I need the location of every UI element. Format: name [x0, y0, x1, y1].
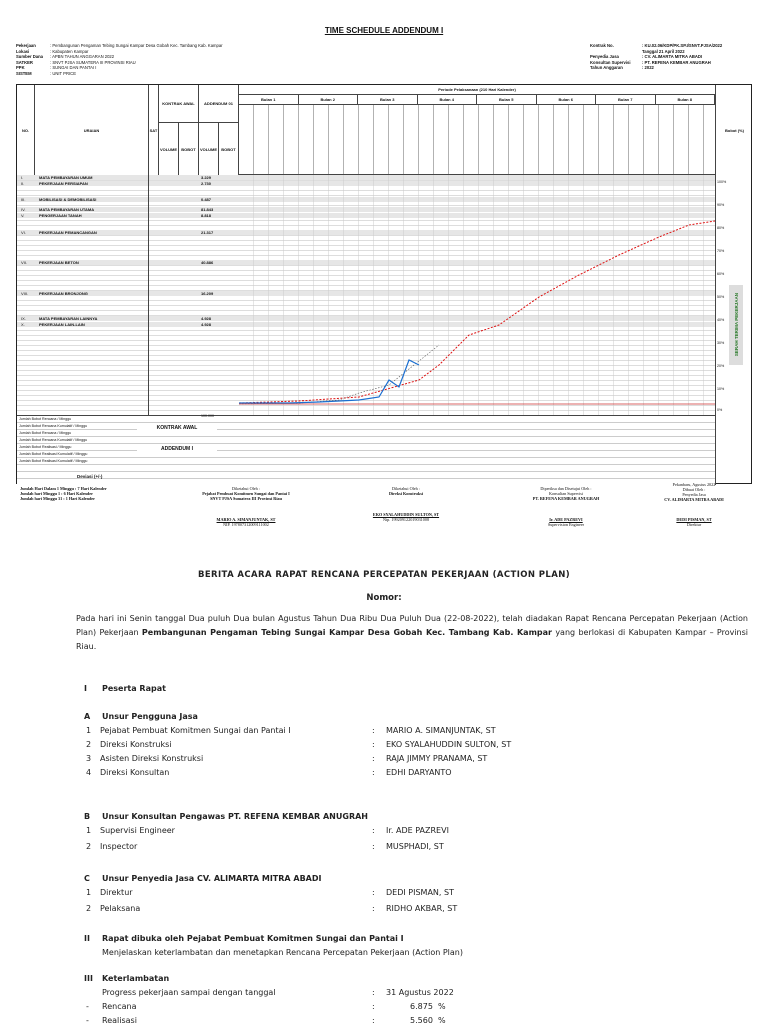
berita-acara	[0, 560, 768, 1024]
section-label: PEKERJAAN PEMANCANGAN	[39, 230, 97, 235]
rencana-label: Rencana	[102, 1002, 137, 1011]
item-role: Supervisi Engineer	[100, 826, 175, 835]
info-value: : 2022	[642, 65, 654, 71]
note: Jumlah Hari Dalam 1 Minggu : 7 Hari Kalender	[20, 486, 107, 491]
pct-label: 10%	[717, 387, 725, 391]
sec3-date: 31 Agustus 2022	[386, 988, 454, 997]
info-key: Penyedia Jasa	[590, 54, 619, 60]
note: Jumlah hari Minggu 31 : 1 Hari Kalender	[20, 496, 96, 501]
bobot-header: Bobot (%)	[725, 127, 744, 133]
month-header: Bulan 8	[656, 95, 716, 104]
item-num: 3	[86, 754, 92, 763]
colon: :	[372, 1002, 375, 1011]
period-title: Periode Pelaksanaan (210 Hari Kalender)	[239, 85, 715, 95]
section-bobot: 3.229	[201, 175, 212, 180]
schedule-title: TIME SCHEDULE ADDENDUM I	[324, 26, 444, 35]
actual-curve	[239, 360, 419, 403]
item-role: Pelaksana	[100, 904, 141, 913]
secC-title: Unsur Penyedia Jasa CV. ALIMARTA MITRA ABADI	[102, 874, 322, 883]
info-key: Pekerjaan	[16, 43, 36, 48]
addendum-summary: ADDENDUM I	[137, 446, 217, 452]
sig-org: Dibuat Oleh :	[682, 487, 706, 492]
item-role: Inspector	[100, 842, 138, 851]
header-uraian: URAIAN	[35, 85, 149, 175]
month-header: Bulan 4	[418, 95, 478, 104]
ba-intro	[76, 612, 748, 654]
secA-title: Unsur Pengguna Jasa	[102, 712, 198, 721]
intro-project: Pembangunan Pengaman Tebing Sungai Kampar Desa Gobah Kec. Tambang Kab. Kampar	[141, 628, 552, 637]
pct-label: 40%	[717, 318, 725, 322]
secB-letter: B	[84, 812, 91, 821]
intro-text-end: yang berlokasi di Kabupaten Kampar – Provinsi Riau.	[76, 628, 749, 651]
info-value: : APBN TAHUN ANGGARAN 2022	[50, 54, 115, 60]
section-label: MATA PEMBAYARAN UMUM	[39, 175, 93, 180]
deviasi-label: Deviasi (+/-)	[77, 474, 103, 479]
header-sat: SAT	[149, 85, 159, 175]
item-column	[35, 175, 149, 415]
section-bobot: 8.818	[201, 213, 212, 218]
sec2-body: Menjelaskan keterlambatan dan menetapkan Rencana Percepatan Pekerjaan (Action Plan)	[102, 948, 463, 957]
secA-list: 1 Pejabat Pembuat Komitmen Sungai dan Pantai I : MARIO A. SIMANJUNTAK, ST 2 Direksi Konstruksi : EKO SYALAHUDDIN SULTON, ST 3 Asisten Direksi Konstruksi : RAJA JIMMY PRANAMA, ST 4 Direksi Konsultan : EDHI DARYANTO	[86, 726, 512, 777]
section-no: IV.	[21, 207, 26, 212]
schedule-footer	[16, 482, 752, 527]
baseline-curve	[239, 345, 439, 404]
pct-label: 50%	[717, 295, 725, 299]
info-key: Kontrak No.	[590, 43, 614, 48]
item-name: MUSPHADI, ST	[386, 842, 444, 851]
pct-sign: %	[438, 1016, 446, 1024]
summary-rows	[17, 415, 715, 485]
dash: -	[86, 1016, 89, 1024]
s-curve	[239, 175, 715, 415]
item-name: RAJA JIMMY PRANAMA, ST	[386, 754, 488, 763]
sig-id: NIP. 197807312009111002	[223, 522, 269, 527]
dash: -	[86, 1002, 89, 1011]
item-num: 1	[86, 726, 92, 735]
sec1-title: Peserta Rapat	[102, 684, 166, 693]
section-no: VIII.	[21, 291, 29, 296]
pct-label: 60%	[717, 272, 725, 276]
section-label: MATA PEMBAYARAN LAINNYA	[39, 316, 98, 321]
header-no: NO.	[17, 85, 35, 175]
section-label: PEKERJAAN PERSIAPAN	[39, 181, 88, 186]
schedule-table	[16, 84, 752, 484]
sec1-num: I	[84, 684, 87, 693]
summary-label: Jumlah Bobot Rencana / Minggu	[19, 431, 72, 435]
item-num: 4	[86, 768, 92, 777]
info-value: : PT. REFENA KEMBAR ANUGRAH	[642, 59, 711, 65]
info-value: : Pembangunan Pengaman Tebing Sungai Kampar Desa Gobah Kec. Tambang Kab. Kampar	[50, 43, 223, 48]
sig-top: Diperiksa dan Disetujui Oleh :	[540, 486, 592, 491]
section-bobot: 21.317	[201, 230, 214, 235]
pct-label: 90%	[717, 203, 725, 207]
sig-name: DEDI PISMAN, ST	[676, 517, 712, 522]
sig-top: Diketahui Oleh :	[392, 486, 420, 491]
week-header-grid	[239, 105, 715, 175]
info-key: Lokasi	[16, 48, 30, 54]
sig-org: Pejabat Pembuat Komitmen Sungai dan Pantai I	[202, 491, 290, 496]
pct-label: 80%	[717, 226, 725, 230]
item-role: Asisten Direksi Konstruksi	[100, 754, 204, 763]
ba-title: BERITA ACARA RAPAT RENCANA PERCEPATAN PEKERJAAN (ACTION PLAN)	[197, 570, 571, 580]
volume-label: VOLUME	[199, 123, 219, 175]
summary-label: Jumlah Bobot Realisasi Kumulatif / Minggu	[19, 459, 88, 463]
item-num: 2	[86, 904, 92, 913]
section-no: VII.	[21, 260, 28, 265]
item-role: Direksi Konsultan	[100, 768, 170, 777]
note: Jumlah hari Minggu 1 : 6 Hari Kalender	[20, 491, 93, 496]
rencana-value: 6.875	[410, 1002, 433, 1011]
month-header: Bulan 5	[477, 95, 537, 104]
item-role: Pejabat Pembuat Komitmen Sungai dan Pantai I	[100, 726, 291, 735]
summary-label: Jumlah Bobot Rencana Kumulatif / Minggu	[19, 424, 88, 428]
section-bobot: 40.886	[201, 260, 214, 265]
section-label: PEKERJAAN BETON	[39, 260, 79, 265]
kontrak-awal-summary: KONTRAK AWAL	[137, 425, 217, 431]
time-schedule	[16, 26, 752, 527]
item-name: DEDI PISMAN, ST	[386, 888, 454, 897]
section-bobot: 2.730	[201, 181, 212, 186]
sig-org: Konsultan Supervisi	[548, 491, 584, 496]
section-no: I.	[21, 175, 24, 180]
info-value: : SUNGAI DAN PANTAI I	[50, 65, 97, 71]
header-kontrak-awal	[159, 85, 199, 175]
section-bobot: 16.209	[201, 291, 214, 296]
secC-letter: C	[84, 874, 90, 883]
month-header: Bulan 7	[596, 95, 656, 104]
colon: :	[372, 988, 375, 997]
month-header: Bulan 3	[358, 95, 418, 104]
item-num: 2	[86, 740, 92, 749]
secA-letter: A	[84, 712, 91, 721]
info-value: : UNIT PRICE	[50, 70, 76, 76]
section-label: PENGERJAAN TANAH	[39, 213, 82, 218]
section-label: PEKERJAAN LAIN-LAIN	[39, 322, 85, 327]
sig-org2: Penyedia Jasa	[682, 492, 706, 497]
serah-terima-label: SERAH TERIMA PEKERJAAN	[729, 285, 743, 365]
sig-name: MARIO A. SIMANJUNTAK, ST	[216, 517, 276, 522]
bobot-label: BOBOT	[221, 146, 236, 152]
item-name: EDHI DARYANTO	[386, 768, 452, 777]
sec3-num: III	[84, 974, 93, 983]
info-key: Konsultan Supervisi	[590, 59, 631, 65]
sig-name: EKO SYALAHUDDIN SULTON, ST	[372, 512, 440, 517]
info-value: : KU.02.06/KDP/PK.SP.I/SNVT.PJSA/2022	[642, 43, 723, 48]
signature-direksi	[336, 486, 476, 522]
info-key: SISTEM	[16, 70, 32, 76]
signature-penyedia	[636, 482, 752, 527]
section-no: X.	[21, 322, 25, 327]
volume-label: VOLUME	[159, 123, 179, 175]
addendum-label: ADDENDUM 01	[199, 85, 238, 123]
summary-label: Jumlah Bobot Realisasi Kumulatif / Minggu	[19, 452, 88, 456]
total-bobot: 100.000	[201, 414, 214, 418]
info-key: PPK	[16, 65, 25, 71]
sig-org: Direksi Konstruksi	[388, 491, 423, 496]
bobot-label: BOBOT	[181, 146, 196, 152]
info-value: : Kabupaten Kampar	[50, 48, 89, 54]
secB-list: 1 Supervisi Engineer : Ir. ADE PAZREVI 2 Inspector : MUSPHADI, ST	[86, 826, 449, 851]
pct-label: 70%	[717, 249, 725, 253]
sec3-body: Progress pekerjaan sampai dengan tanggal	[102, 988, 276, 997]
section-no: IX.	[21, 316, 26, 321]
item-num: 2	[86, 842, 92, 851]
month-header: Bulan 2	[299, 95, 359, 104]
info-key: Sumber Dana	[16, 54, 43, 60]
info-value: : CV. ALIMARTA MITRA ABADI	[642, 54, 703, 60]
item-num: 1	[86, 888, 92, 897]
section-label: MATA PEMBAYARAN UTAMA	[39, 207, 95, 212]
signature-konsultan	[496, 486, 636, 527]
realisasi-label: Realisasi	[102, 1016, 137, 1024]
sec2-num: II	[84, 934, 90, 943]
header-addendum	[199, 85, 239, 175]
info-key: SATKER	[16, 59, 33, 65]
item-num: 1	[86, 826, 92, 835]
secC-list: 1 Direktur : DEDI PISMAN, ST 2 Pelaksana : RIDHO AKBAR, ST	[86, 888, 458, 913]
info-value: Tanggal 21 April 2022	[642, 48, 685, 54]
item-name: MARIO A. SIMANJUNTAK, ST	[386, 726, 496, 735]
item-role: Direksi Konstruksi	[100, 740, 172, 749]
sig-top: Diketahui Oleh :	[232, 486, 260, 491]
section-no: V.	[21, 213, 25, 218]
intro-text: Pada hari ini Senin tanggal Dua puluh Dua bulan Agustus Tahun Dua Ribu Dua Puluh Dua (22-08-2022), telah diadakan Rapat Rencana Percepatan Pekerjaan (Action Plan) Pekerjaan	[76, 614, 748, 637]
section-label: PEKERJAAN BRONJONG	[39, 291, 88, 296]
item-name: EKO SYALAHUDDIN SULTON, ST	[386, 740, 512, 749]
section-label: MOBILISASI & DEMOBILISASI	[39, 197, 97, 202]
realisasi-value: 5.560	[410, 1016, 433, 1024]
summary-label: Jumlah Bobot Rencana Kumulatif / Minggu	[19, 438, 88, 442]
summary-label: Jumlah Bobot Realisasi / Minggu	[19, 445, 72, 449]
colon: :	[372, 1016, 375, 1024]
contract-info	[590, 43, 752, 71]
pct-label: 30%	[717, 341, 725, 345]
secB-title: Unsur Konsultan Pengawas PT. REFENA KEMBAR ANUGRAH	[102, 812, 368, 821]
sig-org2: PT. REFENA KEMBAR ANUGRAH	[532, 496, 600, 501]
summary-label: Jumlah Bobot Rencana / Minggu	[19, 417, 72, 421]
sig-id: Supervision Engineer	[547, 522, 585, 527]
sig-name: Ir. ADE PAZREVI	[549, 517, 583, 522]
kontrak-awal-label: KONTRAK AWAL	[159, 85, 198, 123]
section-bobot: 4.928	[201, 322, 212, 327]
sig-id: Nip. 199209122019031008	[382, 517, 430, 522]
sig-top: Pekanbaru, Agustus 2022	[672, 482, 716, 487]
section-no: II.	[21, 181, 25, 186]
item-role: Direktur	[100, 888, 133, 897]
section-no: III.	[21, 197, 26, 202]
sig-id: Direktur	[686, 522, 702, 527]
item-name: RIDHO AKBAR, ST	[386, 904, 458, 913]
pct-label: 100%	[717, 180, 727, 184]
sig-org2: SNVT PJSA Sumatera III Provinsi Riau	[210, 496, 282, 501]
section-bobot: 0.487	[201, 197, 212, 202]
footer-notes	[20, 486, 170, 501]
section-no: VI.	[21, 230, 26, 235]
pct-sign: %	[438, 1002, 446, 1011]
sec2-title: Rapat dibuka oleh Pejabat Pembuat Komitmen Sungai dan Pantai I	[102, 934, 404, 943]
info-value: : SNVT PJSA SUMATERA III PROVINSI RIAU	[50, 59, 136, 65]
plan-curve	[239, 221, 715, 403]
section-bobot: 81.843	[201, 207, 214, 212]
sec3-title: Keterlambatan	[102, 974, 170, 983]
sig-org3: CV. ALIMARTA MITRA ABADI	[664, 497, 724, 502]
project-info	[16, 43, 316, 77]
month-header: Bulan 1	[239, 95, 299, 104]
month-headers	[239, 95, 715, 105]
ba-nomor: Nomor:	[366, 593, 402, 603]
item-name: Ir. ADE PAZREVI	[386, 826, 449, 835]
info-key: Tahun Anggaran	[590, 65, 623, 71]
pct-label: 20%	[717, 364, 725, 368]
section-bobot: 4.928	[201, 316, 212, 321]
signature-ppk	[166, 486, 326, 527]
pct-label: 0%	[717, 408, 723, 412]
month-header: Bulan 6	[537, 95, 597, 104]
